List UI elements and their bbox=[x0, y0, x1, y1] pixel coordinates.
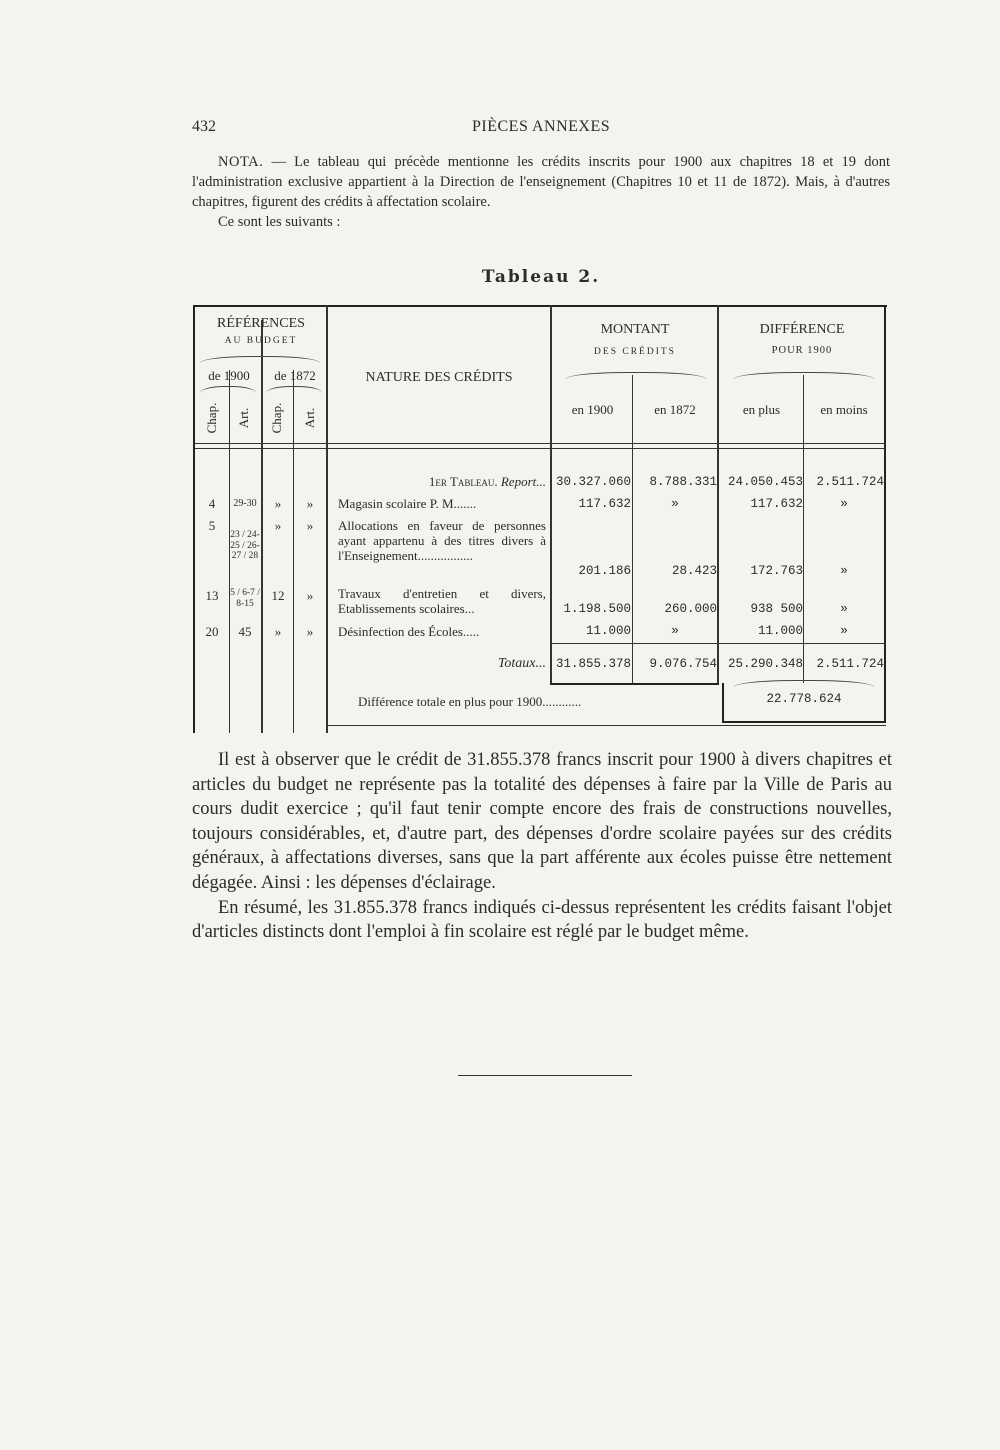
row-1-art1872: » bbox=[306, 496, 314, 511]
row-report-m1900: 30.327.060 bbox=[555, 475, 631, 489]
totals-plus: 25.290.348 bbox=[727, 657, 803, 671]
row-3-nature: Travaux d'entretien et divers, Etablissements scolaires... bbox=[338, 586, 546, 616]
page-number: 432 bbox=[192, 118, 216, 135]
row-1-art1900: 29-30 bbox=[233, 498, 257, 509]
row-1-nature: Magasin scolaire P. M....... bbox=[338, 496, 477, 511]
table-title: Tableau 2. bbox=[481, 267, 601, 287]
row-1-m1872: » bbox=[671, 497, 679, 511]
header-references: RÉFÉRENCES bbox=[217, 316, 305, 331]
row-1-chap1872: » bbox=[274, 496, 282, 511]
header-des-credits: DES CRÉDITS bbox=[594, 347, 676, 357]
table-top-border bbox=[193, 305, 887, 307]
totals-m1872: 9.076.754 bbox=[649, 657, 717, 671]
row-report-nature: 1er Tableau. Report... bbox=[428, 474, 546, 489]
header-nature: NATURE DES CRÉDITS bbox=[365, 370, 513, 385]
header-pour-1900: POUR 1900 bbox=[771, 345, 833, 356]
row-3-plus: 938 500 bbox=[750, 602, 803, 616]
row-2-nature: Allocations en faveur de personnes ayant appartenu à des titres divers à l'Enseignement................. bbox=[338, 518, 546, 563]
totals-rule bbox=[552, 643, 885, 644]
table-right-border bbox=[884, 305, 886, 683]
totals-label: Totaux... bbox=[497, 656, 546, 671]
row-4-art1872: » bbox=[306, 624, 314, 639]
header-en-plus: en plus bbox=[742, 402, 781, 417]
header-rule bbox=[195, 443, 885, 444]
header-chap-1900: Chap. bbox=[204, 402, 219, 434]
row-2-art1900: 23 / 24-25 / 26-27 / 28 bbox=[230, 530, 260, 561]
amount-bottom-rule bbox=[550, 683, 719, 685]
paragraph-2: En résumé, les 31.855.378 francs indiqués ci-dessus représentent les crédits faisant l'objet d'articles distincts dont l'emploi à fin scolaire est réglé par le budget même. bbox=[192, 897, 892, 943]
header-art-1900: Art. bbox=[236, 407, 251, 429]
row-2-chap1872: » bbox=[274, 518, 282, 533]
header-rule bbox=[195, 448, 885, 449]
row-1-chap1900: 4 bbox=[208, 496, 216, 511]
col-line bbox=[293, 370, 294, 733]
running-title: PIÈCES ANNEXES bbox=[472, 118, 611, 135]
header-en-moins: en moins bbox=[820, 402, 868, 417]
diff-box-right bbox=[884, 683, 886, 723]
row-1-plus: 117.632 bbox=[750, 497, 803, 511]
brace bbox=[200, 356, 320, 363]
header-de-1900: de 1900 bbox=[208, 368, 250, 383]
table-left-border bbox=[193, 305, 195, 733]
row-3-chap1872: 12 bbox=[271, 588, 285, 603]
nota-line2: Ce sont les suivants : bbox=[218, 214, 341, 230]
brace bbox=[200, 386, 256, 393]
difference-label: Différence totale en plus pour 1900............ bbox=[358, 694, 582, 709]
row-3-m1900: 1.198.500 bbox=[563, 602, 631, 616]
row-4-plus: 11.000 bbox=[757, 624, 803, 638]
row-3-art1900: 5 / 6-7 / 8-15 bbox=[230, 588, 260, 609]
row-report-moins: 2.511.724 bbox=[816, 475, 884, 489]
row-3-chap1900: 13 bbox=[205, 588, 219, 603]
header-art-1872: Art. bbox=[302, 407, 317, 429]
totals-m1900: 31.855.378 bbox=[555, 657, 631, 671]
paragraph-1: Il est à observer que le crédit de 31.855.378 francs inscrit pour 1900 à divers chapitres et articles du budget ne représente pas la totalité des dépenses à faire par la Ville de Paris au cours dudit exercice ; qu'il faut tenir compte encore des frais de constructions nouvelles, toujours considérables, et, d'autre part, des dépenses d'ordre scolaire payées sur des crédits généraux, à affectations diverses, sans que la part afférente aux écoles puisse être nettement dégagée. Ainsi : les dépenses d'éclairage. bbox=[192, 750, 892, 893]
header-chap-1872: Chap. bbox=[269, 402, 284, 434]
row-3-m1872: 260.000 bbox=[664, 602, 717, 616]
header-au-budget: AU BUDGET bbox=[224, 336, 298, 346]
table-bottom-rule bbox=[328, 725, 886, 726]
row-2-m1900: 201.186 bbox=[578, 564, 631, 578]
brace bbox=[266, 386, 322, 393]
brace bbox=[734, 372, 874, 379]
brace bbox=[734, 680, 874, 687]
row-2-chap1900: 5 bbox=[208, 518, 216, 533]
difference-value: 22.778.624 bbox=[766, 692, 842, 706]
row-3-moins: » bbox=[840, 602, 848, 616]
row-2-art1872: » bbox=[306, 518, 314, 533]
header-de-1872: de 1872 bbox=[274, 368, 316, 383]
row-1-moins: » bbox=[840, 497, 848, 511]
body-text bbox=[192, 748, 892, 945]
row-report-m1872: 8.788.331 bbox=[649, 475, 717, 489]
row-4-moins: » bbox=[840, 624, 848, 638]
row-4-m1872: » bbox=[671, 624, 679, 638]
row-1-m1900: 117.632 bbox=[578, 497, 631, 511]
totals-moins: 2.511.724 bbox=[816, 657, 884, 671]
nota-lead: NOTA. bbox=[218, 154, 264, 170]
row-4-m1900: 11.000 bbox=[585, 624, 631, 638]
closing-rule bbox=[458, 1075, 632, 1076]
header-en-1872: en 1872 bbox=[654, 402, 696, 417]
row-4-art1900: 45 bbox=[238, 624, 252, 639]
header-difference: DIFFÉRENCE bbox=[759, 322, 845, 337]
row-4-chap1900: 20 bbox=[205, 624, 219, 639]
nota-paragraph bbox=[192, 152, 890, 232]
header-montant: MONTANT bbox=[600, 322, 670, 337]
nota-text: — Le tableau qui précède mentionne les crédits inscrits pour 1900 aux chapitres 18 et 19 dont l'administration exclusive appartient à la Direction de l'enseignement (Chapitres 10 et 11 de 1872). Mais, à d'autres chapitres, figurent des crédits à affectation scolaire. bbox=[192, 154, 890, 210]
brace bbox=[566, 372, 706, 379]
row-4-chap1872: » bbox=[274, 624, 282, 639]
row-4-nature: Désinfection des Écoles..... bbox=[338, 624, 480, 639]
row-2-m1872: 28.423 bbox=[671, 564, 717, 578]
row-3-art1872: » bbox=[306, 588, 314, 603]
running-head bbox=[192, 118, 892, 142]
diff-box-bottom bbox=[722, 721, 886, 723]
row-report-plus: 24.050.453 bbox=[727, 475, 803, 489]
header-en-1900: en 1900 bbox=[571, 402, 614, 417]
row-2-plus: 172.763 bbox=[750, 564, 803, 578]
row-2-moins: » bbox=[840, 564, 848, 578]
